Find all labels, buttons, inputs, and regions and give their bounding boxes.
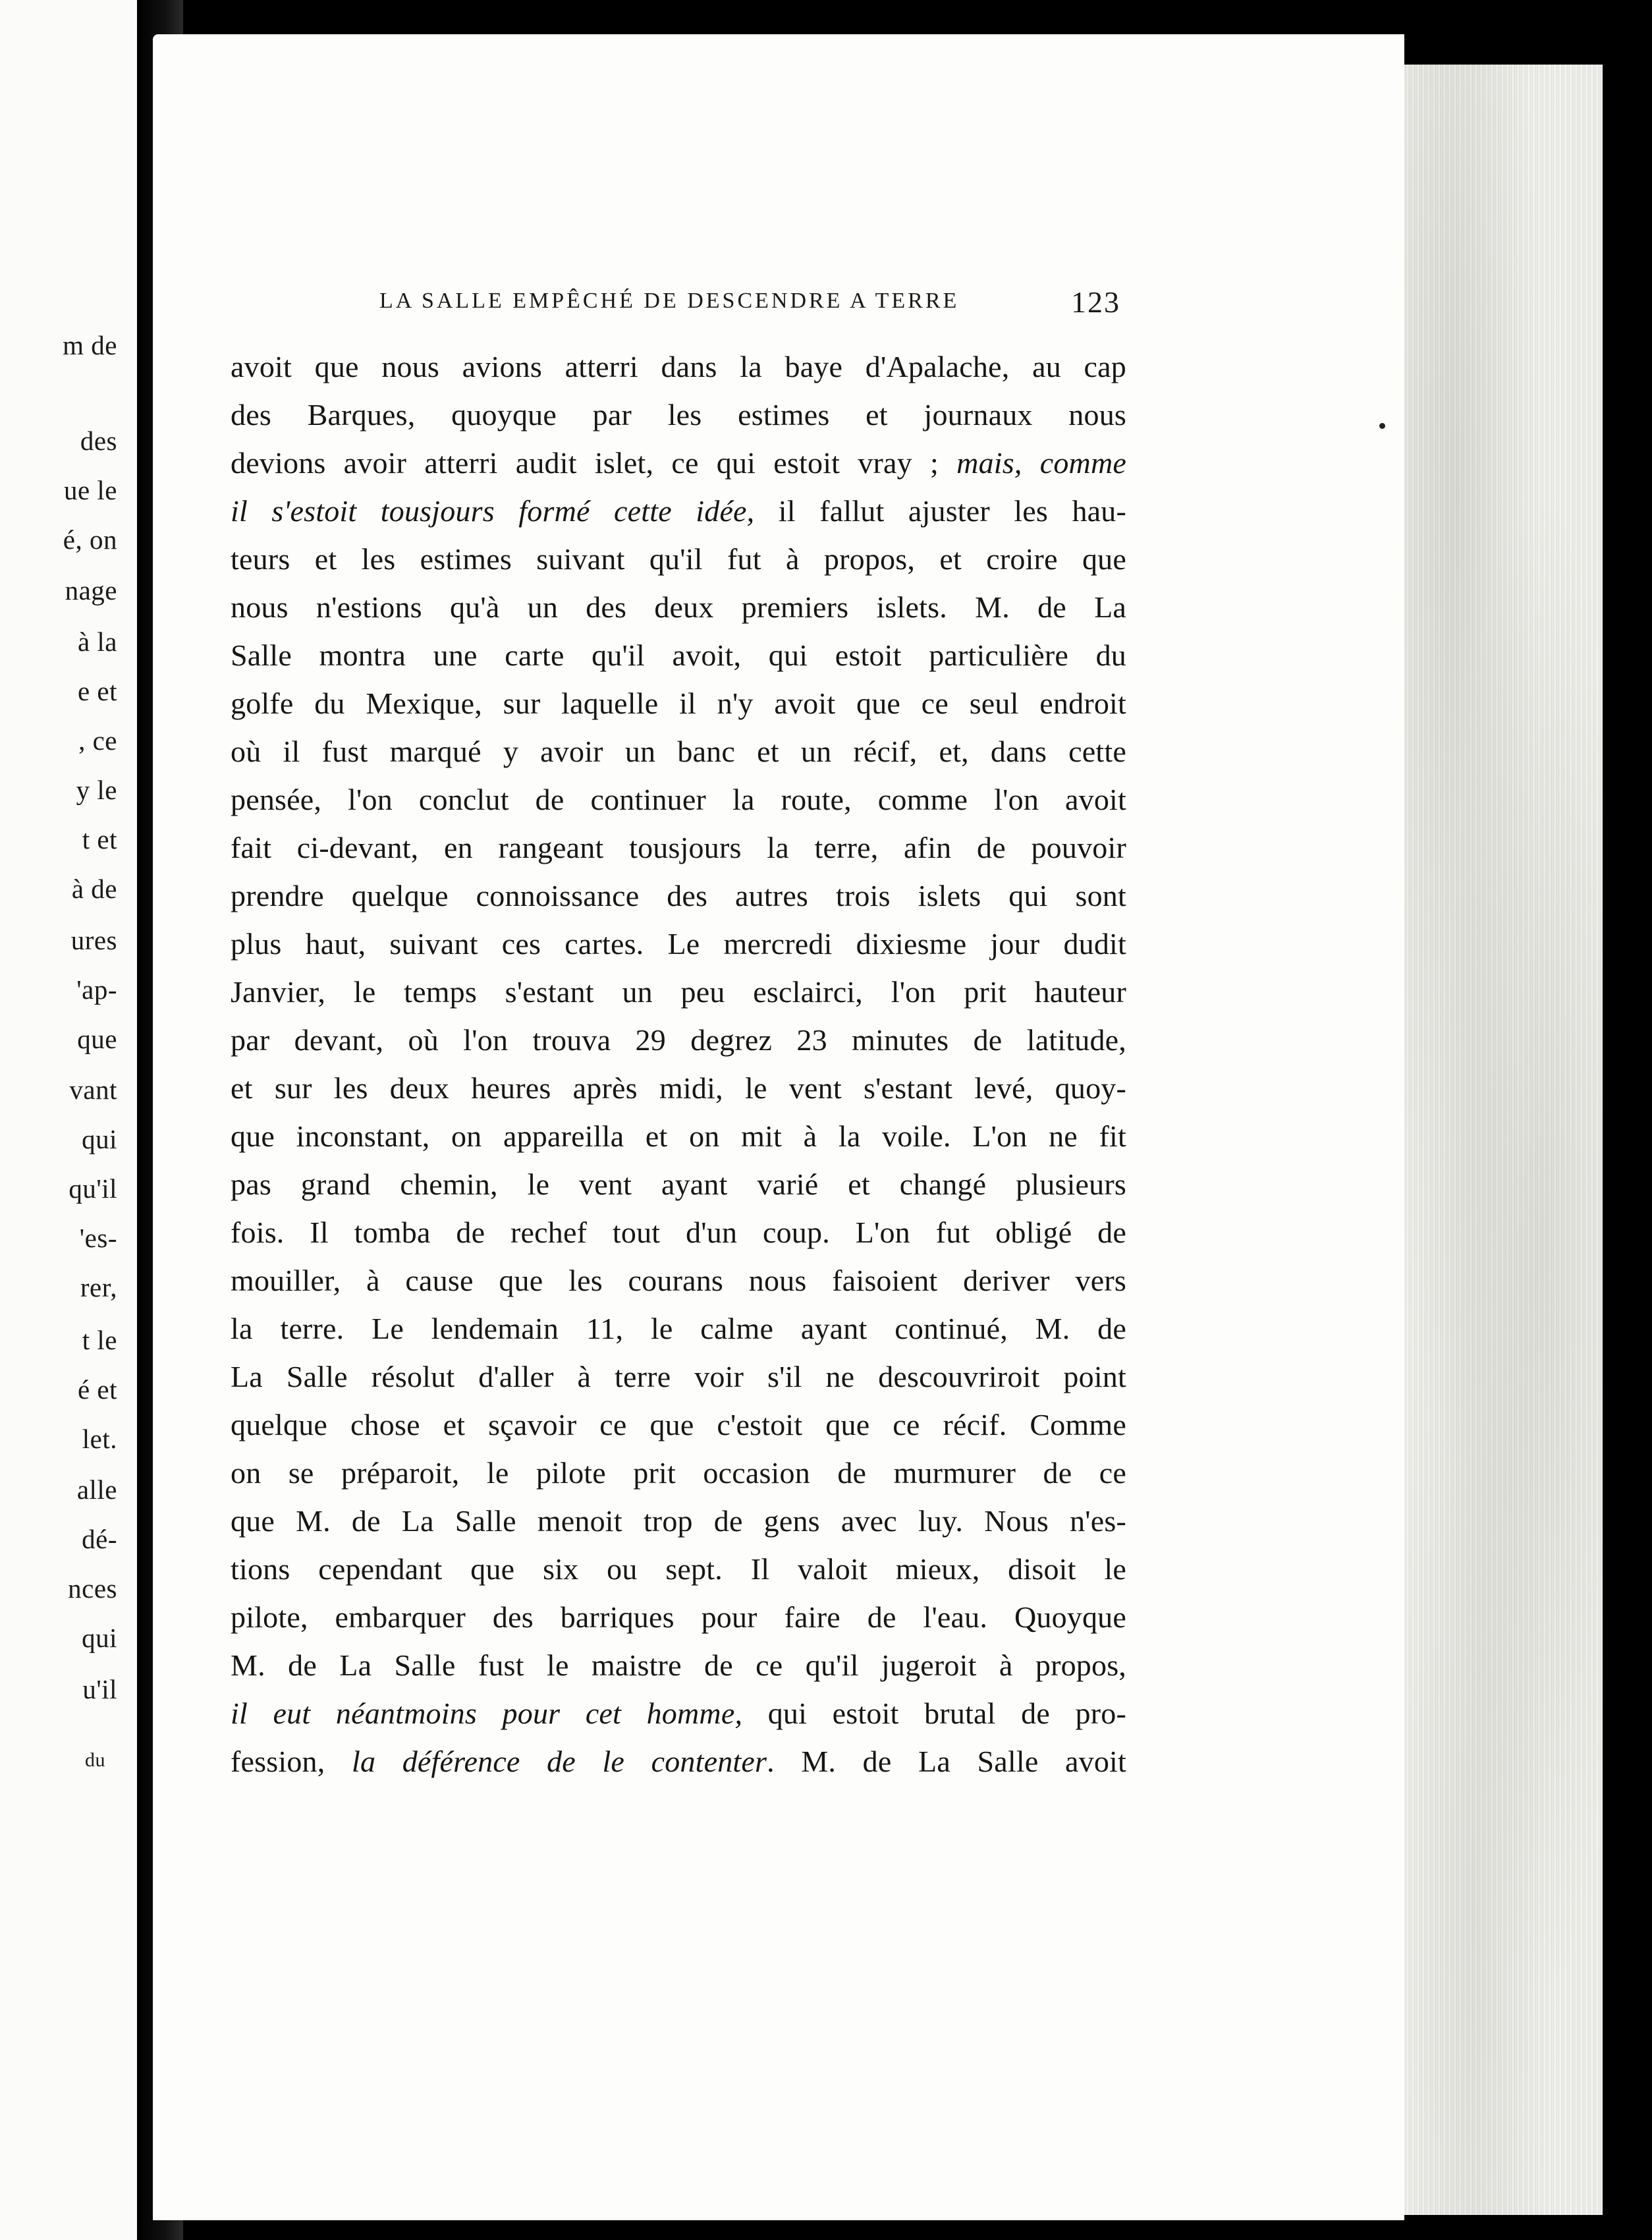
- text-segment: qui estoit brutal de pro-: [742, 1696, 1126, 1730]
- text-line: [231, 1449, 1126, 1497]
- left-page-line: t et: [82, 824, 117, 854]
- left-page-line: ue le: [63, 475, 117, 505]
- text-segment: que inconstant, on appareilla et on mit à la voile. L'on ne fit: [231, 1119, 1126, 1153]
- text-line: [231, 631, 1126, 679]
- text-segment: Salle montra une carte qu'il avoit, qui estoit particulière du: [231, 638, 1126, 672]
- text-line: [231, 1304, 1126, 1353]
- left-page-line: é, on: [63, 524, 117, 555]
- left-page-line: t le: [82, 1325, 117, 1355]
- running-title: LA SALLE EMPÊCHÉ DE DESCENDRE A TERRE: [379, 289, 960, 313]
- text-line: [231, 1256, 1126, 1304]
- left-page-line: rer,: [80, 1272, 117, 1302]
- text-segment: fait ci-devant, en rangeant tousjours la terre, afin de pouvoir: [231, 831, 1126, 864]
- text-segment: par devant, où l'on trouva 29 degrez 23 minutes de latitude,: [231, 1023, 1126, 1057]
- text-line: [231, 1641, 1126, 1689]
- text-line: [231, 727, 1126, 775]
- text-segment: pensée, l'on conclut de continuer la route, comme l'on avoit: [231, 783, 1126, 816]
- text-segment: Janvier, le temps s'estant un peu esclairci, l'on prit hauteur: [231, 975, 1126, 1009]
- text-line: [231, 1689, 1126, 1737]
- left-page-line: vant: [69, 1075, 117, 1105]
- left-page-line: ures: [70, 925, 117, 955]
- text-segment: golfe du Mexique, sur laquelle il n'y avoit que ce seul endroit: [231, 686, 1126, 720]
- text-line: [231, 343, 1126, 391]
- italic-text: la déférence de le contenter: [351, 1745, 767, 1778]
- text-segment: teurs et les estimes suivant qu'il fut à propos, et croire que: [231, 542, 1126, 576]
- text-segment: . M. de La Salle avoit: [767, 1745, 1126, 1778]
- left-page-line: é et: [77, 1374, 117, 1405]
- left-page-line: 'ap-: [76, 974, 117, 1005]
- text-line: [231, 1064, 1126, 1112]
- text-line: [231, 439, 1126, 487]
- page-number: 123: [1071, 285, 1120, 319]
- left-page-line: e et: [77, 676, 117, 706]
- left-page-line: qui: [82, 1124, 117, 1154]
- left-page-fragment: [0, 0, 137, 2240]
- text-line: [231, 1737, 1126, 1785]
- text-segment: la terre. Le lendemain 11, le calme ayant continué, M. de: [231, 1312, 1126, 1345]
- italic-text: il eut néantmoins pour cet homme,: [231, 1696, 743, 1730]
- text-line: [231, 487, 1126, 535]
- text-line: [231, 391, 1126, 439]
- text-segment: avoit que nous avions atterri dans la baye d'Apalache, au cap: [231, 350, 1126, 383]
- left-page-line: , ce: [78, 725, 117, 756]
- left-page-line: des: [80, 426, 117, 456]
- italic-text: il s'estoit tousjours formé cette idée,: [231, 494, 755, 528]
- text-line: [231, 1353, 1126, 1401]
- text-line: [231, 1593, 1126, 1641]
- text-line: [231, 1160, 1126, 1208]
- text-line: [231, 1016, 1126, 1064]
- text-line: [231, 920, 1126, 968]
- text-line: [231, 968, 1126, 1016]
- text-segment: où il fust marqué y avoir un banc et un récif, et, dans cette: [231, 735, 1126, 768]
- text-segment: prendre quelque connoissance des autres trois islets qui sont: [231, 879, 1126, 912]
- left-page-footer: du: [85, 1749, 105, 1771]
- text-segment: pilote, embarquer des barriques pour faire de l'eau. Quoyque: [231, 1600, 1126, 1634]
- edge-mark: [1379, 423, 1385, 429]
- text-line: [231, 775, 1126, 824]
- text-segment: et sur les deux heures après midi, le vent s'estant levé, quoy-: [231, 1071, 1126, 1105]
- left-page-line: dé-: [82, 1524, 117, 1554]
- text-segment: tions cependant que six ou sept. Il valoit mieux, disoit le: [231, 1552, 1126, 1586]
- text-line: [231, 1401, 1126, 1449]
- text-line: [231, 1497, 1126, 1545]
- text-segment: mouiller, à cause que les courans nous faisoient deriver vers: [231, 1264, 1126, 1297]
- text-segment: devions avoir atterri audit islet, ce qui estoit vray ;: [231, 446, 957, 480]
- text-segment: nous n'estions qu'à un des deux premiers islets. M. de La: [231, 590, 1126, 624]
- text-line: [231, 1208, 1126, 1256]
- text-segment: plus haut, suivant ces cartes. Le mercredi dixiesme jour dudit: [231, 927, 1126, 961]
- text-segment: fession,: [231, 1745, 352, 1778]
- text-line: [231, 679, 1126, 727]
- text-line: [231, 824, 1126, 872]
- left-page-line: que: [77, 1024, 117, 1054]
- text-segment: que M. de La Salle menoit trop de gens avec luy. Nous n'es-: [231, 1504, 1126, 1538]
- text-segment: M. de La Salle fust le maistre de ce qu'il jugeroit à propos,: [231, 1648, 1126, 1682]
- page-header: [379, 285, 1120, 324]
- left-page-line: m de: [63, 330, 117, 360]
- text-segment: des Barques, quoyque par les estimes et journaux nous: [231, 398, 1126, 432]
- left-page-line: nage: [65, 575, 117, 605]
- left-page-line: qu'il: [69, 1173, 117, 1204]
- page-fore-edge: [1389, 65, 1603, 2215]
- left-page-line: qui: [82, 1623, 117, 1653]
- text-segment: il fallut ajuster les hau-: [754, 494, 1126, 528]
- text-line: [231, 1112, 1126, 1160]
- text-segment: La Salle résolut d'aller à terre voir s'il ne descouvriroit point: [231, 1360, 1126, 1393]
- left-page-line: 'es-: [79, 1223, 117, 1253]
- left-page-line: u'il: [82, 1674, 117, 1704]
- text-line: [231, 1545, 1126, 1593]
- text-line: [231, 535, 1126, 583]
- left-page-line: à de: [71, 874, 117, 904]
- left-page-line: y le: [76, 775, 117, 805]
- text-segment: quelque chose et sçavoir ce que c'estoit que ce récif. Comme: [231, 1408, 1126, 1442]
- italic-text: mais, comme: [956, 446, 1126, 480]
- text-segment: pas grand chemin, le vent ayant varié et changé plusieurs: [231, 1167, 1126, 1201]
- body-text: [231, 343, 1126, 1785]
- text-line: [231, 872, 1126, 920]
- left-page-line: let.: [82, 1424, 117, 1454]
- text-line: [231, 583, 1126, 631]
- text-segment: fois. Il tomba de rechef tout d'un coup. L'on fut obligé de: [231, 1216, 1126, 1249]
- text-segment: on se préparoit, le pilote prit occasion de murmurer de ce: [231, 1456, 1126, 1490]
- left-page-line: nces: [68, 1573, 117, 1604]
- left-page-line: à la: [77, 627, 117, 657]
- left-page-line: alle: [76, 1474, 117, 1505]
